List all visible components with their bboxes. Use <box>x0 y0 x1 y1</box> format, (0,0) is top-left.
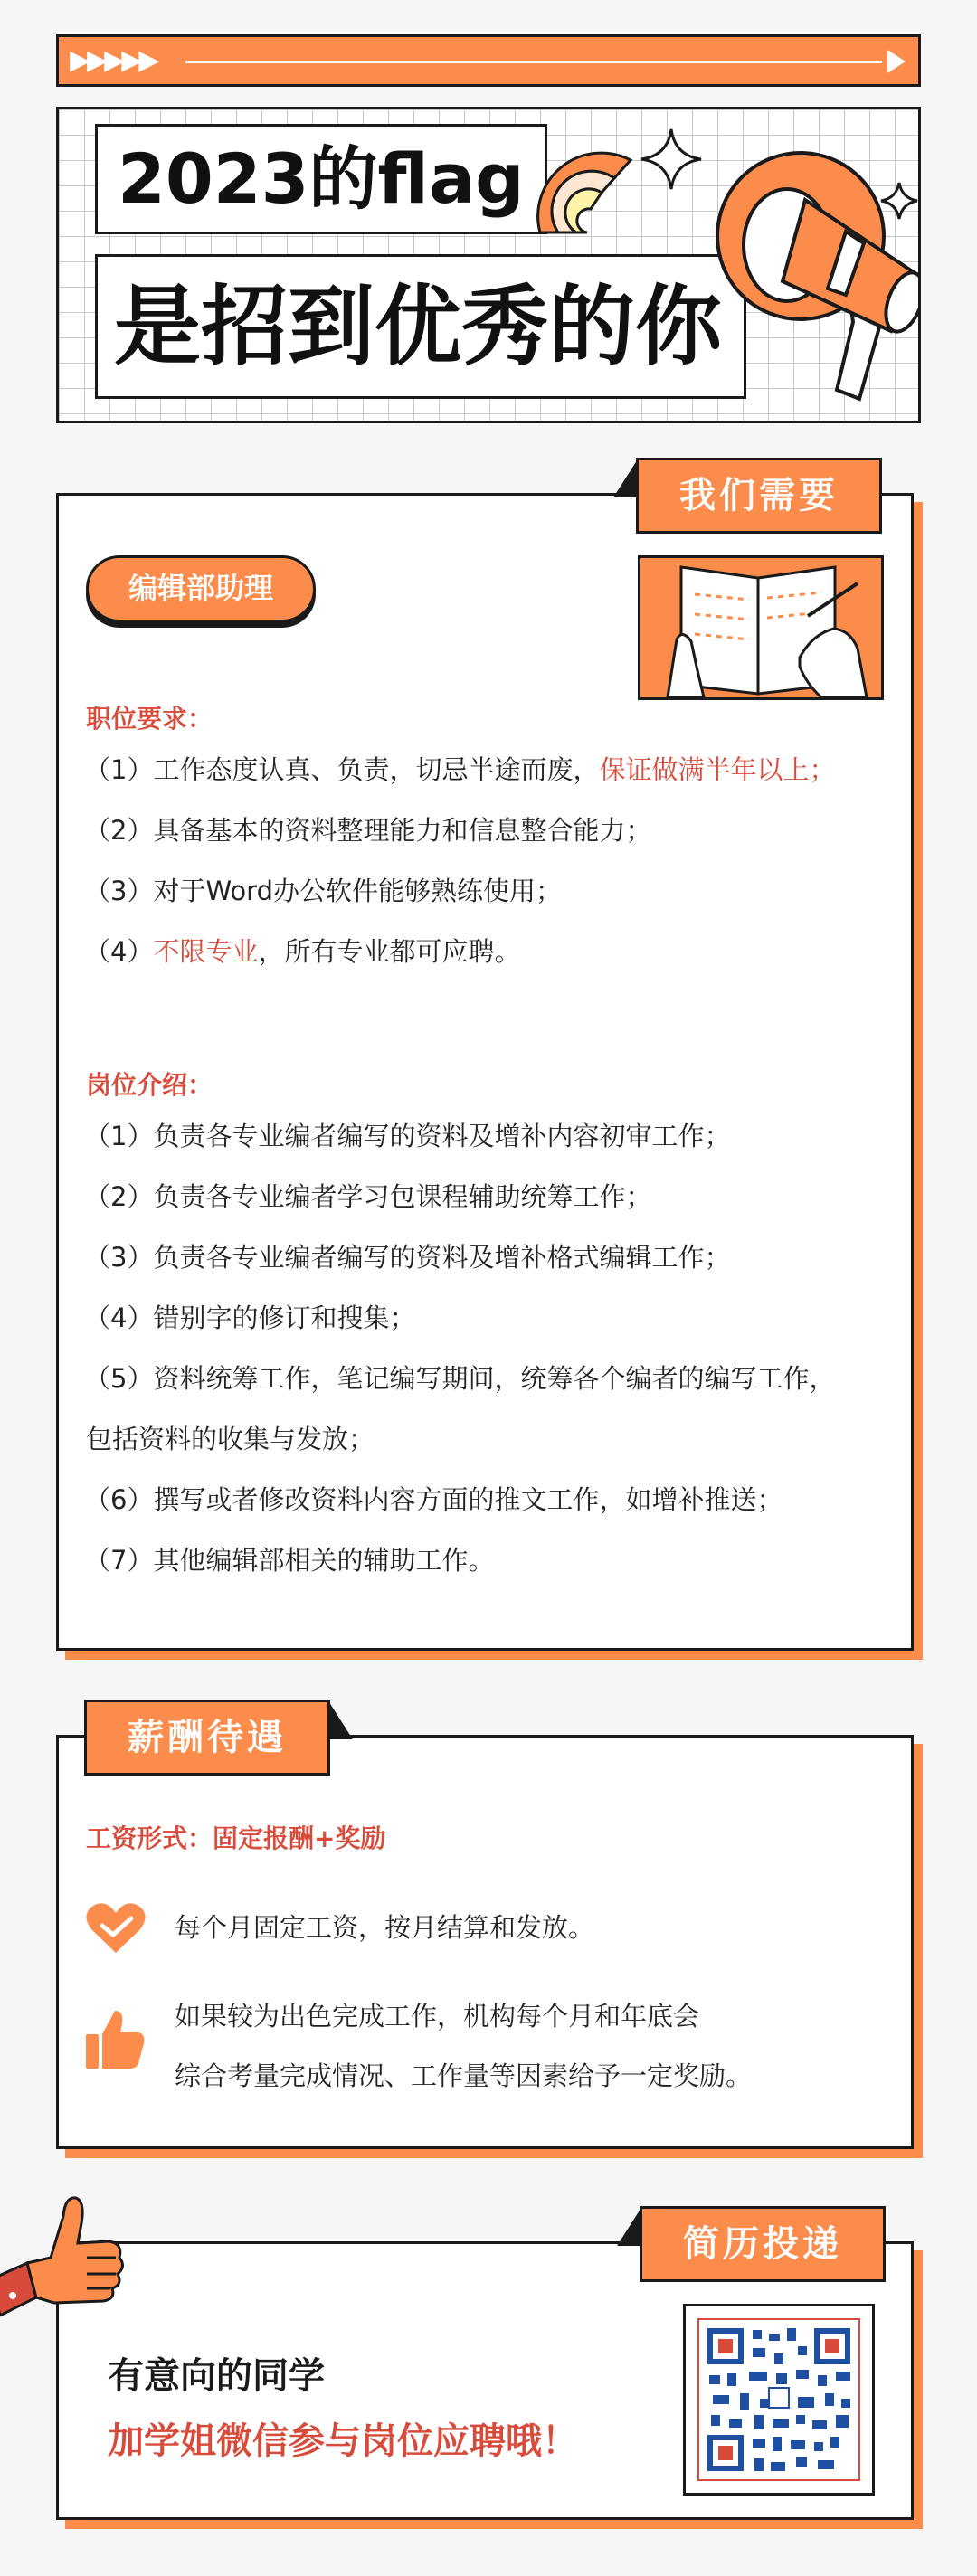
banner-line <box>185 61 882 63</box>
tag-corner <box>613 458 639 497</box>
tag-corner <box>617 2206 642 2246</box>
top-banner <box>56 34 921 87</box>
arrow-icon <box>887 50 906 73</box>
needs-tag <box>636 458 882 534</box>
hero-section <box>56 107 921 423</box>
hero-title-line2: 是招到优秀的你 <box>95 254 746 399</box>
intro-item: （4）错别字的修订和搜集； <box>84 1302 416 1333</box>
heart-icon <box>84 1900 147 1956</box>
position-pill: 编辑部助理 <box>86 555 316 622</box>
intro-item: （6）撰写或者修改资料内容方面的推文工作，如增补推送； <box>84 1484 783 1515</box>
requirement-item: （1）工作态度认真、负责，切忌半途而废，保证做满半年以上； <box>84 754 836 785</box>
benefit-bonus-line1: 如果较为出色完成工作，机构每个月和年底会 <box>175 2001 700 2031</box>
tag-corner <box>327 1700 353 1739</box>
intro-item: （3）负责各专业编者编写的资料及增补格式编辑工作； <box>84 1242 731 1273</box>
hero-title-line1: 2023的flag <box>95 124 547 234</box>
cta-line2: 加学姐微信参与岗位应聘哦！ <box>108 2420 578 2462</box>
thumbs-up-icon <box>84 2007 146 2070</box>
intro-title: 岗位介绍： <box>86 1070 213 1100</box>
salary-card <box>56 1717 914 2149</box>
requirement-item: （2）具备基本的资料整理能力和信息整合能力； <box>84 815 652 846</box>
benefit-bonus-line2: 综合考量完成情况、工作量等因素给予一定奖励。 <box>175 2060 753 2091</box>
requirement-item: （4）不限专业，所有专业都可应聘。 <box>84 936 521 967</box>
cta-line1: 有意向的同学 <box>108 2355 325 2397</box>
megaphone-icon <box>710 137 921 417</box>
salary-tag <box>84 1700 330 1776</box>
intro-item: （2）负责各专业编者学习包课程辅助统筹工作； <box>84 1181 652 1212</box>
benefit-fixed-salary: 每个月固定工资，按月结算和发放。 <box>175 1912 595 1943</box>
resume-card <box>56 2223 914 2520</box>
resume-tag <box>640 2206 886 2282</box>
chevrons-icon: ▶▶▶▶▶ <box>70 44 157 76</box>
rainbow-icon <box>531 142 640 242</box>
needs-card <box>56 475 914 1651</box>
salary-form-title: 工资形式：固定报酬+奖励 <box>86 1823 386 1853</box>
intro-item-continued: 包括资料的收集与发放； <box>86 1424 375 1454</box>
requirement-item: （3）对于Word办公软件能够熟练使用； <box>84 876 562 906</box>
salary-tag-label: 薪酬待遇 <box>128 1717 287 1758</box>
needs-tag-label: 我们需要 <box>679 475 839 516</box>
requirements-title: 职位要求： <box>86 704 213 734</box>
intro-item: （5）资料统筹工作，笔记编写期间，统筹各个编者的编写工作， <box>84 1363 836 1394</box>
sparkle-icon <box>638 126 705 193</box>
qr-code[interactable] <box>683 2304 875 2496</box>
intro-item: （7）其他编辑部相关的辅助工作。 <box>84 1545 495 1576</box>
thumbs-up-hand-icon <box>0 2180 136 2325</box>
notebook-writing-icon <box>640 558 881 697</box>
notebook-illustration <box>638 555 884 700</box>
qr-code-pattern <box>686 2306 872 2493</box>
resume-tag-label: 简历投递 <box>683 2223 842 2265</box>
intro-item: （1）负责各专业编者编写的资料及增补内容初审工作； <box>84 1121 731 1151</box>
